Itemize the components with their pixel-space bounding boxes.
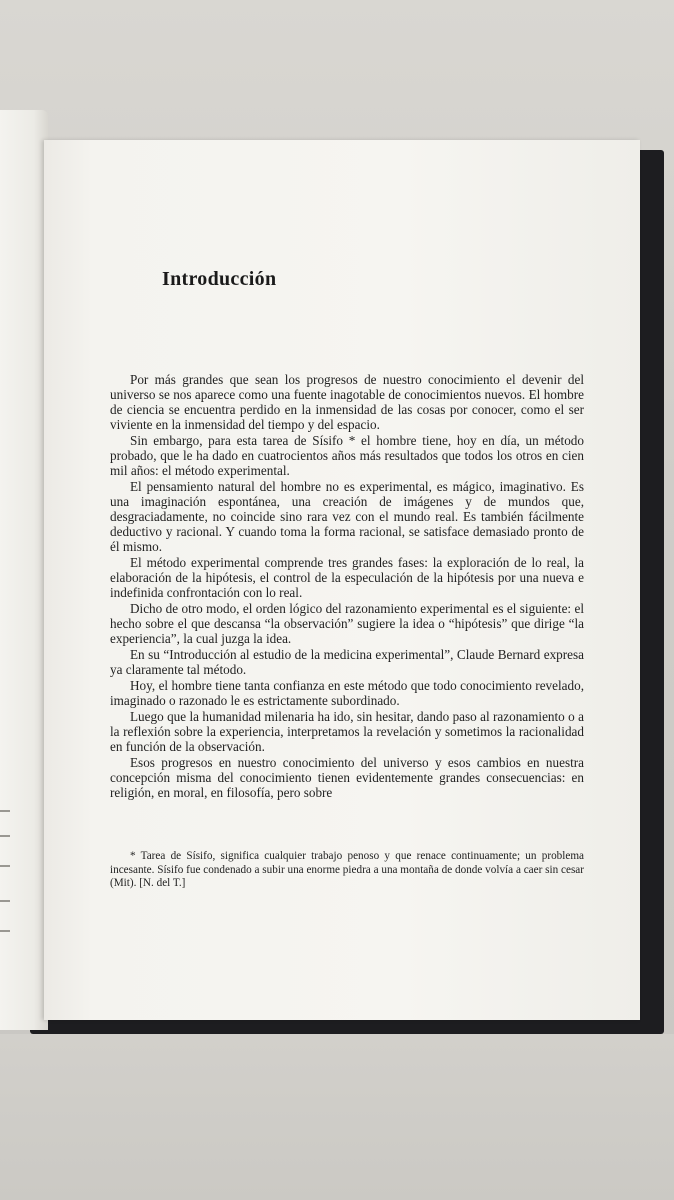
page-edge-mark: [0, 930, 10, 932]
table-surface: [0, 1034, 674, 1200]
paragraph: El pensamiento natural del hombre no es experimental, es mágico, imaginativo. Es una imaginación espontánea, una creación de imágenes y de mundos que, desgraciadamente, no coincide sino rara vez con el mundo real. Es también fácilmente deductivo y racional. Y cuando toma la forma racional, se satisface demasiado pronto de él mismo.: [110, 479, 584, 554]
paragraph: El método experimental comprende tres grandes fases: la exploración de lo real, la elaboración de la hipótesis, el control de la especulación de la hipótesis por una nueva e indefinida confrontación con lo real.: [110, 555, 584, 600]
footnote-text: * Tarea de Sísifo, significa cualquier trabajo penoso y que renace continuamente; un problema incesante. Sísifo fue condenado a subir una enorme piedra a una montaña de donde volvía a caer sin cesar (Mit). [N. del T.]: [110, 850, 584, 890]
page-edge-mark: [0, 865, 10, 867]
paragraph: Sin embargo, para esta tarea de Sísifo * el hombre tiene, hoy en día, un método probado, que le ha dado en cuatrocientos años más resultados que todos los otros en cien mil años: el método experimental.: [110, 433, 584, 478]
page-edge-mark: [0, 810, 10, 812]
previous-page-edge: [0, 110, 48, 1030]
body-text: [110, 372, 584, 801]
paragraph: Esos progresos en nuestro conocimiento del universo y esos cambios en nuestra concepción misma del conocimiento tienen evidentemente grandes consecuencias: en religión, en moral, en filosofía, pero sobre: [110, 755, 584, 800]
book-page: [44, 140, 640, 1020]
paragraph: Hoy, el hombre tiene tanta confianza en este método que todo conocimiento revelado, imaginado o razonado le es estrictamente subordinado.: [110, 678, 584, 708]
page-edge-mark: [0, 835, 10, 837]
page-edge-mark: [0, 900, 10, 902]
paragraph: En su “Introducción al estudio de la medicina experimental”, Claude Bernard expresa ya claramente tal método.: [110, 647, 584, 677]
paragraph: Luego que la humanidad milenaria ha ido, sin hesitar, dando paso al razonamiento o a la reflexión sobre la experiencia, interpretamos la revelación y sometimos la racionalidad en función de la observación.: [110, 709, 584, 754]
paragraph: Dicho de otro modo, el orden lógico del razonamiento experimental es el siguiente: el hecho sobre el que descansa “la observación” sugiere la idea o “hipótesis” que dirige “la experiencia”, la cual juzga la idea.: [110, 601, 584, 646]
footnote: [110, 850, 584, 891]
paragraph: Por más grandes que sean los progresos de nuestro conocimiento el devenir del universo se nos aparece como una fuente inagotable de conocimientos nuevos. El hombre de ciencia se encuentra perdido en la inmensidad de las cosas por conocer, como el ser viviente en la inmensidad del tiempo y del espacio.: [110, 372, 584, 432]
chapter-title: Introducción: [162, 268, 277, 290]
